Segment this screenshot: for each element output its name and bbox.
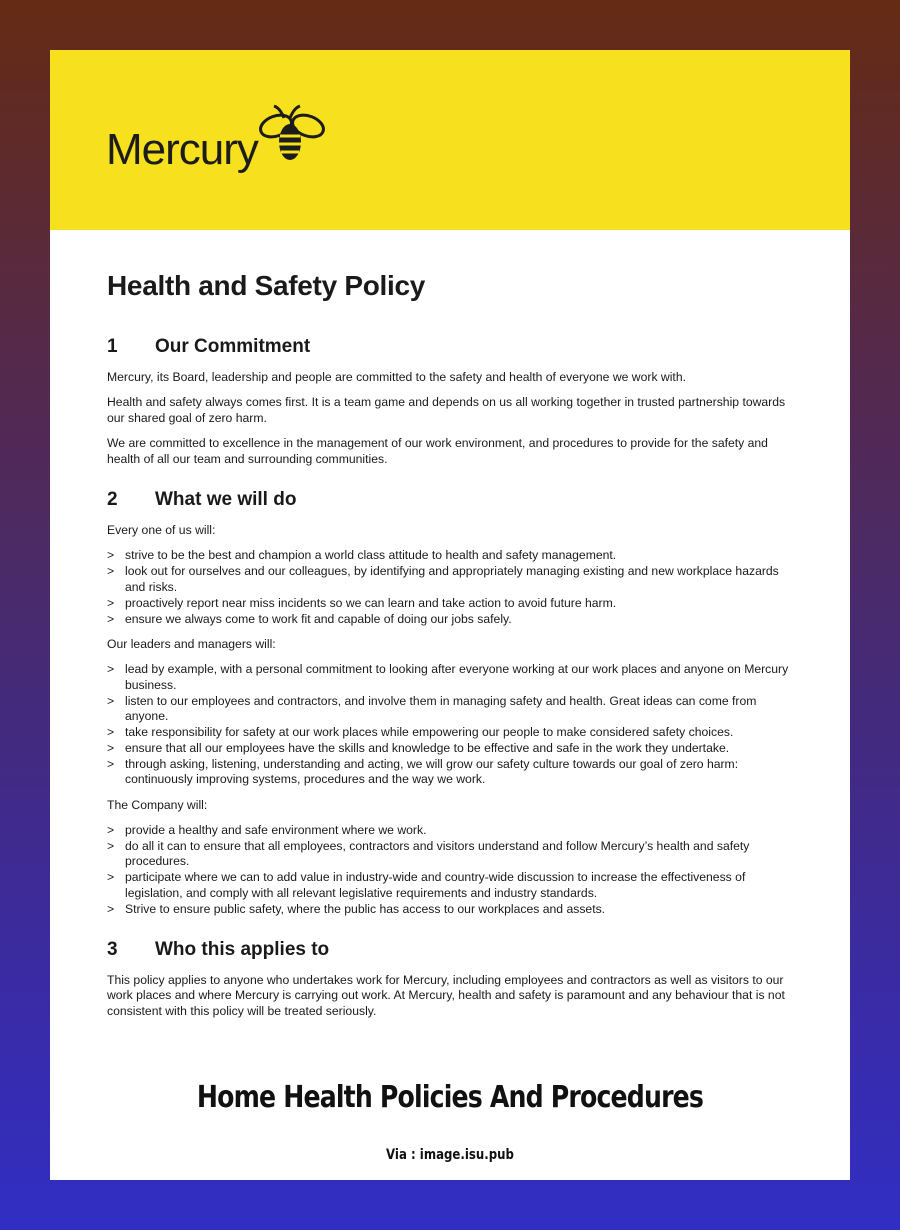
list-item bbox=[107, 741, 793, 756]
bullet-arrow: > bbox=[107, 823, 115, 838]
bullet-arrow: > bbox=[107, 901, 115, 916]
bullet-arrow: > bbox=[107, 662, 115, 677]
list-item bbox=[107, 757, 793, 788]
bullet-list bbox=[107, 823, 793, 917]
group-lead: Every one of us will: bbox=[107, 523, 216, 538]
list-item-text: do all it can to ensure that all employees, contractors and visitors understand and follow Mercury’s health and safety procedures. bbox=[125, 838, 750, 869]
section-heading bbox=[107, 937, 793, 963]
section-title: What we will do bbox=[155, 489, 297, 511]
list-item-text: proactively report near miss incidents so we can learn and take action to avoid future harm. bbox=[125, 595, 617, 610]
list-item bbox=[107, 564, 793, 595]
section-number: 2 bbox=[107, 489, 118, 511]
paragraph: Mercury, its Board, leadership and people are committed to the safety and health of everyone we work with. bbox=[107, 370, 686, 384]
group-lead: Our leaders and managers will: bbox=[107, 636, 276, 651]
paragraph: This policy applies to anyone who undertakes work for Mercury, including employees and contractors as well as visitors to our work places and where Mercury is carrying out work. At Mercury, health and safety is paramount and any behaviour that is not consistent with this policy will be treated seriously. bbox=[107, 972, 785, 1018]
bullet-list bbox=[107, 548, 793, 627]
list-item-text: take responsibility for safety at our work places while empowering our people to make considered safety choices. bbox=[125, 725, 734, 739]
list-item-text: Strive to ensure public safety, where the public has access to our workplaces and assets. bbox=[125, 901, 606, 916]
section-title: Who this applies to bbox=[155, 938, 330, 960]
bullet-arrow: > bbox=[107, 725, 115, 739]
list-item bbox=[107, 612, 793, 627]
bee-icon bbox=[254, 104, 328, 174]
list-item-text: strive to be the best and champion a world class attitude to health and safety management. bbox=[125, 548, 617, 563]
bullet-arrow: > bbox=[107, 756, 115, 771]
bullet-arrow: > bbox=[107, 740, 115, 755]
section-title: Our Commitment bbox=[155, 336, 311, 357]
bullet-list bbox=[107, 662, 793, 787]
list-item-text: lead by example, with a personal commitment to looking after everyone working at our work places and anyone on Mercury business. bbox=[125, 662, 789, 692]
list-item-text: provide a healthy and safe environment where we work. bbox=[125, 823, 427, 838]
list-item-text: look out for ourselves and our colleagues, by identifying and appropriately managing existing and new workplace hazards and risks. bbox=[125, 564, 779, 594]
list-item bbox=[107, 694, 793, 725]
list-item-text: ensure that all our employees have the skills and knowledge to be effective and safe in the work they undertake. bbox=[125, 740, 730, 755]
section-number: 1 bbox=[107, 336, 118, 357]
mercury-logo bbox=[106, 106, 326, 186]
section-number: 3 bbox=[107, 938, 118, 960]
document-title: Health and Safety Policy bbox=[107, 270, 426, 301]
section-heading bbox=[107, 334, 793, 360]
bullet-arrow: > bbox=[107, 838, 115, 853]
caption-source: Via : image.isu.pub bbox=[386, 1147, 514, 1163]
paragraph: Health and safety always comes first. It is a team game and depends on us all working together in trusted partnership towards our shared goal of zero harm. bbox=[107, 395, 786, 425]
bullet-arrow: > bbox=[107, 870, 115, 885]
logo-wordmark: Mercury bbox=[106, 125, 258, 174]
document-page bbox=[50, 50, 850, 1180]
section-commitment bbox=[107, 334, 793, 467]
list-item bbox=[107, 596, 793, 611]
bullet-arrow: > bbox=[107, 564, 115, 579]
list-item bbox=[107, 662, 793, 693]
bullet-arrow: > bbox=[107, 693, 115, 708]
list-item-text: participate where we can to add value in industry-wide and country-wide discussion to increase the effectiveness of legislation, and comply with all relevant legislative requirements and industry standards. bbox=[125, 870, 746, 900]
list-item-text: listen to our employees and contractors, and involve them in managing safety and health. Great ideas can come from anyone. bbox=[125, 693, 757, 724]
list-item-text: through asking, listening, understanding and acting, we will grow our safety culture towards our goal of zero harm: continuously improving systems, procedures and the way we work. bbox=[125, 756, 739, 787]
bullet-arrow: > bbox=[107, 595, 115, 610]
brand-banner bbox=[50, 50, 850, 230]
group-lead: The Company will: bbox=[107, 797, 208, 812]
section-what-we-will-do bbox=[107, 487, 793, 917]
list-item bbox=[107, 839, 793, 870]
list-item bbox=[107, 823, 793, 838]
list-item bbox=[107, 902, 793, 917]
section-who-this-applies-to bbox=[107, 937, 793, 1019]
section-heading bbox=[107, 487, 793, 513]
caption-title: Home Health Policies And Procedures bbox=[196, 1080, 704, 1115]
bullet-arrow: > bbox=[107, 548, 115, 563]
list-item bbox=[107, 870, 793, 901]
list-item bbox=[107, 548, 793, 563]
bullet-arrow: > bbox=[107, 611, 115, 626]
paragraph: We are committed to excellence in the management of our work environment, and procedures to provide for the safety and health of all our team and surrounding communities. bbox=[107, 436, 768, 466]
list-item-text: ensure we always come to work fit and capable of doing our jobs safely. bbox=[125, 611, 512, 626]
document-body bbox=[107, 268, 793, 1039]
list-item bbox=[107, 725, 793, 740]
